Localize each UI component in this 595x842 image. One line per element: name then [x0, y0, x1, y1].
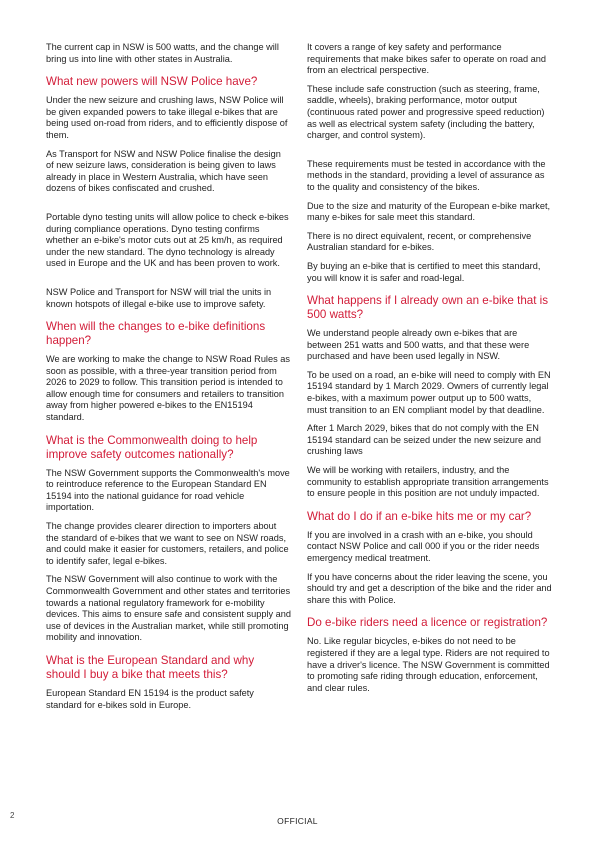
left-column — [46, 42, 291, 718]
paragraph-buying-certified: By buying an e-bike that is certified to meet this standard, you will know it is safer and road-legal. — [307, 260, 541, 283]
paragraph-already-own-1: We understand people already own e-bikes that are between 251 watts and 500 watts, and that these were purchased and have been used legally in NSW. — [307, 328, 530, 362]
heading-european-standard: What is the European Standard and why should I buy a bike that meets this? — [46, 653, 255, 681]
paragraph-commonwealth-2: The change provides clearer direction to importers about the standard of e-bikes that we want to see on NSW roads, and could make it easier for customers, retailers, and police to identify safer, legal e-bikes. — [46, 521, 289, 566]
heading-ebike-hits: What do I do if an e-bike hits me or my car? — [307, 509, 532, 523]
paragraph-police-powers-1: Under the new seizure and crushing laws, NSW Police will be given expanded powers to take illegal e-bikes that are being used on-road from riders, and to efficiently dispose of them. — [46, 95, 288, 140]
paragraph-standard-includes: These include safe construction (such as steering, frame, saddle, wheels), braking performance, motor output (continuous rated power and progressive speed reduction) as well as electrical system safety (including the battery, charger, and control system). — [307, 83, 545, 141]
paragraph-commonwealth-1: The NSW Government supports the Commonwealth's move to reintroduce reference to the European Standard EN 15194 into the national guidance for road vehicle importation. — [46, 467, 290, 513]
page-number: 2 — [10, 811, 15, 820]
heading-licence-registration: Do e-bike riders need a licence or registration? — [307, 616, 548, 630]
heading-police-powers: What new powers will NSW Police have? — [46, 75, 258, 89]
paragraph-already-own-2: To be used on a road, an e-bike will need to comply with EN 15194 standard by 1 March 2029. Owners of currently legal e-bikes, with a maximum power output up to 500 watts, must transition to an EN compliant model by that deadline. — [307, 369, 551, 415]
heading-already-own: What happens if I already own an e-bike that is 500 watts? — [307, 294, 549, 322]
security-classification: OFFICIAL — [277, 816, 318, 826]
right-column — [307, 42, 552, 701]
paragraph-no-australian-equivalent: There is no direct equivalent, recent, or comprehensive Australian standard for e-bikes. — [307, 230, 532, 253]
paragraph-commonwealth-3: The NSW Government will also continue to work with the Commonwealth Government and other states and territories towards a national regulatory framework for e-mobility devices. This aims to ensure safe and consistent supply and use of devices in the Australian market, while still promoting mobility and innovation. — [46, 574, 291, 643]
paragraph-ebike-hits-2: If you have concerns about the rider leaving the scene, you should try and get a description of the bike and the rider and share this with Police. — [307, 571, 552, 605]
paragraph-european-market: Due to the size and maturity of the European e-bike market, many e-bikes for sale meet this standard. — [307, 200, 551, 223]
paragraph-standard-tested: These requirements must be tested in accordance with the methods in the standard, providing a level of assurance as to the quality and consistency of the bikes. — [307, 158, 546, 192]
paragraph-standard-covers: It covers a range of key safety and performance requirements that make bikes safer to operate on road and from an electrical perspective. — [307, 42, 547, 76]
paragraph-already-own-4: We will be working with retailers, industry, and the community to establish appropriate transition arrangements to ensure people in this position are not unduly impacted. — [307, 465, 549, 499]
paragraph-trial-units: NSW Police and Transport for NSW will trial the units in known hotspots of illegal e-bike use to improve safety. — [46, 286, 272, 309]
paragraph-transition-period: We are working to make the change to NSW Road Rules as soon as possible, with a three-year transition period from 2026 to 2029 to follow. This transition period is intended to allow enough time for consumers and retailers to transition away from higher powered e-bikes to the EN15194 standard. — [46, 354, 290, 423]
heading-commonwealth: What is the Commonwealth doing to help improve safety outcomes nationally? — [46, 433, 258, 461]
paragraph-already-own-3: After 1 March 2029, bikes that do not comply with the EN 15194 standard can be seized under the new seizure and crushing laws — [307, 423, 541, 457]
paragraph-european-standard: European Standard EN 15194 is the product safety standard for e-bikes sold in Europe. — [46, 687, 254, 710]
paragraph-licence-registration: No. Like regular bicycles, e-bikes do not need to be registered if they are a legal type. Riders are not required to have a driver's licence. The NSW Government is committed to promoting safe riding through education, enforcement, and clear rules. — [307, 636, 550, 693]
paragraph-police-powers-2: As Transport for NSW and NSW Police finalise the design of new seizure laws, consideration is being given to laws already in place in Western Australia, which have seen dozens of bikes confiscated and crushed. — [46, 148, 281, 194]
heading-when-changes: When will the changes to e-bike definitions happen? — [46, 320, 266, 348]
paragraph-dyno-testing: Portable dyno testing units will allow police to check e-bikes during compliance operations. Dyno testing confirms whether an e-bike's motor cuts out at 25 km/h, as required under the new standard. The dyno technology is already used in Europe and the UK and has been proven to work. — [46, 211, 289, 269]
paragraph-current-cap: The current cap in NSW is 500 watts, and the change will bring us into line with other states in Australia. — [46, 42, 279, 64]
paragraph-ebike-hits-1: If you are involved in a crash with an e-bike, you should contact NSW Police and call 000 if you or the rider needs emergency medical treatment. — [307, 529, 540, 563]
